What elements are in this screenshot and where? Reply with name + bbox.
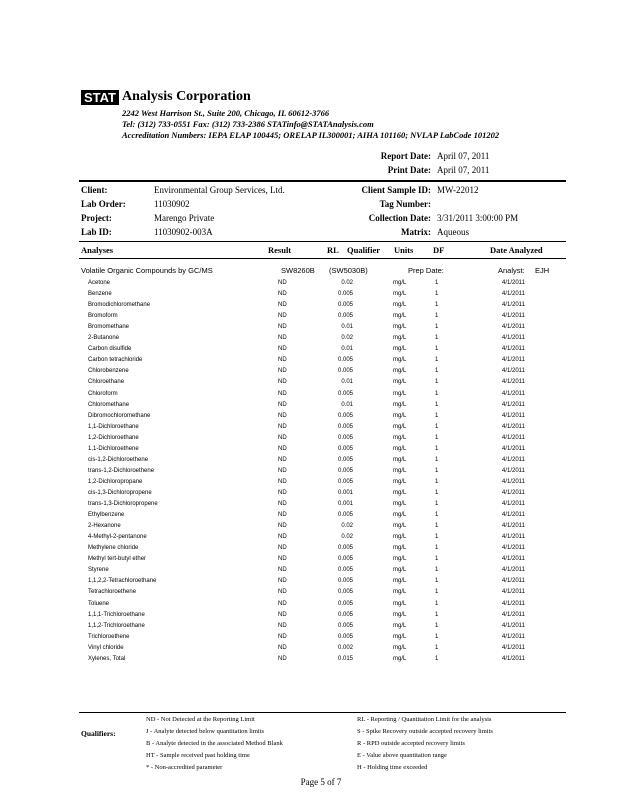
units-value: mg/L	[393, 578, 407, 585]
col-date-analyzed: Date Analyzed	[490, 245, 543, 255]
section-title: Volatile Organic Compounds by GC/MS	[81, 266, 213, 275]
rl-value: 0.005	[337, 423, 353, 430]
date-analyzed-value: 4/1/2011	[502, 324, 525, 331]
analyte-name: 1,1-Dichloroethane	[88, 423, 139, 430]
analyte-name: Toluene	[88, 600, 110, 607]
date-analyzed-value: 4/1/2011	[502, 291, 525, 298]
result-value: ND	[278, 490, 287, 496]
units-value: mg/L	[393, 501, 407, 507]
date-analyzed-value: 4/1/2011	[502, 655, 525, 662]
result-value: ND	[278, 523, 287, 530]
df-value: 1	[435, 280, 439, 286]
df-value: 1	[435, 490, 439, 496]
result-value: ND	[278, 357, 287, 364]
table-row	[0, 499, 642, 510]
units-value: mg/L	[393, 556, 407, 563]
result-value: ND	[278, 379, 287, 386]
date-analyzed-value: 4/1/2011	[502, 501, 525, 507]
df-value: 1	[435, 335, 439, 342]
result-value: ND	[278, 644, 287, 651]
qualifier-j: J - Analyte detected below quantitation limits	[146, 728, 265, 735]
result-value: ND	[278, 556, 287, 563]
date-analyzed-value: 4/1/2011	[502, 611, 525, 618]
df-value: 1	[435, 467, 439, 474]
section-method: SW8260B	[281, 266, 315, 275]
analyte-name: Xylenes, Total	[88, 655, 126, 662]
col-df: DF	[433, 245, 445, 255]
df-value: 1	[435, 401, 439, 408]
df-value: 1	[435, 379, 439, 386]
qualifier-s: S - Spike Recovery outside accepted recovery limits	[357, 728, 493, 735]
result-value: ND	[278, 434, 287, 441]
units-value: mg/L	[393, 445, 407, 452]
date-analyzed-value: 4/1/2011	[502, 545, 525, 552]
units-value: mg/L	[393, 280, 407, 286]
print-date-value: April 07, 2011	[437, 165, 490, 175]
analyte-name: Carbon tetrachloride	[88, 357, 143, 364]
result-value: ND	[278, 467, 287, 474]
rl-value: 0.001	[337, 501, 353, 507]
df-value: 1	[435, 512, 439, 519]
table-row	[0, 322, 642, 333]
analyte-name: Acetone	[88, 280, 111, 286]
result-value: ND	[278, 346, 287, 353]
col-result: Result	[268, 245, 292, 255]
table-row	[0, 466, 642, 477]
df-value: 1	[435, 611, 439, 618]
date-analyzed-value: 4/1/2011	[502, 313, 525, 320]
units-value: mg/L	[393, 622, 407, 629]
date-analyzed-value: 4/1/2011	[502, 302, 525, 309]
rl-value: 0.005	[337, 578, 353, 585]
df-value: 1	[435, 567, 439, 574]
collection-date-value: 3/31/2011 3:00:00 PM	[437, 213, 519, 223]
col-analyses: Analyses	[81, 245, 114, 255]
analyte-name: Trichloroethene	[88, 633, 130, 640]
units-value: mg/L	[393, 346, 407, 353]
rl-value: 0.02	[341, 335, 353, 342]
rl-value: 0.02	[341, 523, 353, 530]
company-contact: Tel: (312) 733-0551 Fax: (312) 733-2386 STATinfo@STATAnalysis.com	[122, 119, 374, 129]
units-value: mg/L	[393, 302, 407, 309]
rl-value: 0.01	[341, 324, 353, 331]
table-row	[0, 300, 642, 311]
tag-number-label: Tag Number:	[379, 199, 431, 209]
stat-logo: STAT	[81, 90, 119, 105]
accreditation-numbers: Accreditation Numbers: IEPA ELAP 100445; ORELAP IL300001; AIHA 101160; NVLAP LabCode 101202	[122, 130, 500, 140]
table-row	[0, 488, 642, 499]
df-value: 1	[435, 302, 439, 309]
collection-date-label: Collection Date:	[368, 213, 431, 223]
units-value: mg/L	[393, 335, 407, 342]
rl-value: 0.01	[341, 346, 353, 353]
analyte-name: Tetrachloroethene	[88, 589, 137, 596]
df-value: 1	[435, 633, 439, 640]
rl-value: 0.02	[341, 534, 353, 541]
table-row	[0, 632, 642, 643]
client-label: Client:	[81, 185, 108, 195]
rl-value: 0.005	[337, 456, 353, 463]
rl-value: 0.005	[337, 467, 353, 474]
result-value: ND	[278, 633, 287, 640]
date-analyzed-value: 4/1/2011	[502, 556, 525, 563]
units-value: mg/L	[393, 633, 407, 640]
result-value: ND	[278, 390, 287, 397]
report-date-value: April 07, 2011	[437, 151, 490, 161]
units-value: mg/L	[393, 434, 407, 441]
table-row	[0, 587, 642, 598]
col-qualifier: Qualifier	[347, 245, 381, 255]
date-analyzed-value: 4/1/2011	[502, 434, 525, 441]
analyte-name: Dibromochloromethane	[88, 412, 151, 419]
result-value: ND	[278, 567, 287, 574]
table-row	[0, 400, 642, 411]
rl-value: 0.005	[337, 512, 353, 519]
df-value: 1	[435, 456, 439, 463]
date-analyzed-value: 4/1/2011	[502, 600, 525, 607]
df-value: 1	[435, 434, 439, 441]
result-value: ND	[278, 578, 287, 585]
date-analyzed-value: 4/1/2011	[502, 335, 525, 342]
analyte-name: 1,2-Dichloroethane	[88, 434, 139, 441]
lab-id-value: 11030902-003A	[154, 227, 213, 237]
result-value: ND	[278, 611, 287, 618]
rl-value: 0.005	[337, 445, 353, 452]
table-row	[0, 355, 642, 366]
analyte-name: cis-1,3-Dichloropropene	[88, 490, 152, 496]
table-row	[0, 344, 642, 355]
qualifier-ht: HT - Sample received past holding time	[146, 752, 250, 759]
qualifier-r: R - RPD outside accepted recovery limits	[357, 740, 465, 747]
analyte-name: 1,1,2,2-Tetrachloroethane	[88, 578, 157, 585]
table-row	[0, 554, 642, 565]
units-value: mg/L	[393, 589, 407, 596]
col-units: Units	[394, 245, 414, 255]
df-value: 1	[435, 578, 439, 585]
result-value: ND	[278, 401, 287, 408]
rl-value: 0.005	[337, 567, 353, 574]
analyte-name: Methyl tert-butyl ether	[88, 556, 147, 563]
project-value: Marengo Private	[154, 213, 215, 223]
qualifier-asterisk: * - Non-accredited parameter	[146, 764, 223, 771]
table-row	[0, 610, 642, 621]
units-value: mg/L	[393, 423, 407, 430]
qualifier-e: E - Value above quantitation range	[357, 752, 447, 759]
rl-value: 0.005	[337, 390, 353, 397]
df-value: 1	[435, 423, 439, 430]
date-analyzed-value: 4/1/2011	[502, 423, 525, 430]
df-value: 1	[435, 556, 439, 563]
analyte-name: Bromoform	[88, 313, 118, 320]
rl-value: 0.005	[337, 633, 353, 640]
qualifier-h: H - Holding time exceeded	[357, 764, 428, 771]
df-value: 1	[435, 644, 439, 651]
result-value: ND	[278, 512, 287, 519]
date-analyzed-value: 4/1/2011	[502, 644, 525, 651]
df-value: 1	[435, 412, 439, 419]
analyte-name: Bromomethane	[88, 324, 130, 331]
units-value: mg/L	[393, 467, 407, 474]
rl-value: 0.005	[337, 368, 353, 375]
result-value: ND	[278, 280, 287, 286]
analyst-value: EJH	[535, 266, 550, 275]
df-value: 1	[435, 291, 439, 298]
table-row	[0, 543, 642, 554]
date-analyzed-value: 4/1/2011	[502, 357, 525, 364]
units-value: mg/L	[393, 512, 407, 519]
units-value: mg/L	[393, 379, 407, 386]
analyte-name: 1,1,2-Trichloroethane	[88, 622, 145, 629]
header-divider	[79, 180, 566, 182]
rl-value: 0.005	[337, 313, 353, 320]
rl-value: 0.005	[337, 556, 353, 563]
page-number: Page 5 of 7	[300, 777, 342, 787]
analyte-name: trans-1,2-Dichloroethene	[88, 467, 155, 474]
rl-value: 0.005	[337, 545, 353, 552]
rl-value: 0.005	[337, 611, 353, 618]
result-value: ND	[278, 501, 287, 507]
result-value: ND	[278, 368, 287, 375]
df-value: 1	[435, 324, 439, 331]
table-row	[0, 389, 642, 400]
qualifier-b: B - Analyte detected in the associated Method Blank	[146, 740, 283, 747]
units-value: mg/L	[393, 600, 407, 607]
df-value: 1	[435, 445, 439, 452]
units-value: mg/L	[393, 368, 407, 375]
table-row	[0, 565, 642, 576]
matrix-value: Aqueous	[437, 227, 469, 237]
company-address: 2242 West Harrison St., Suite 200, Chicago, IL 60612-3766	[122, 108, 330, 118]
rl-value: 0.01	[341, 401, 353, 408]
units-value: mg/L	[393, 611, 407, 618]
lab-order-label: Lab Order:	[81, 199, 126, 209]
analyte-name: Chloromethane	[88, 401, 130, 408]
qualifier-nd: ND - Not Detected at the Reporting Limit	[146, 716, 255, 723]
df-value: 1	[435, 501, 439, 507]
section-prep-method: (SW5030B)	[329, 266, 368, 275]
table-row	[0, 366, 642, 377]
matrix-label: Matrix:	[401, 227, 431, 237]
lab-id-label: Lab ID:	[81, 227, 112, 237]
result-value: ND	[278, 423, 287, 430]
result-value: ND	[278, 589, 287, 596]
analyte-name: Styrene	[88, 567, 109, 574]
df-value: 1	[435, 655, 439, 662]
units-value: mg/L	[393, 478, 407, 485]
project-label: Project:	[81, 213, 112, 223]
table-row	[0, 576, 642, 587]
result-value: ND	[278, 335, 287, 342]
lab-order-value: 11030902	[154, 199, 190, 209]
result-value: ND	[278, 545, 287, 552]
units-value: mg/L	[393, 357, 407, 364]
result-value: ND	[278, 655, 287, 662]
units-value: mg/L	[393, 313, 407, 320]
df-value: 1	[435, 600, 439, 607]
units-value: mg/L	[393, 545, 407, 552]
analyte-name: Chlorobenzene	[88, 368, 129, 375]
table-row	[0, 643, 642, 654]
date-analyzed-value: 4/1/2011	[502, 478, 525, 485]
analyte-name: Methylene chloride	[88, 545, 139, 552]
client-sample-id-label: Client Sample ID:	[361, 185, 431, 195]
prep-date-label: Prep Date:	[408, 266, 444, 275]
rl-value: 0.005	[337, 357, 353, 364]
analyte-name: 2-Hexanone	[88, 523, 121, 530]
rl-value: 0.02	[341, 280, 353, 286]
units-value: mg/L	[393, 401, 407, 408]
df-value: 1	[435, 346, 439, 353]
rl-value: 0.005	[337, 589, 353, 596]
analyte-name: 1,1,1-Trichloroethane	[88, 611, 145, 618]
rl-value: 0.015	[337, 655, 353, 662]
rl-value: 0.002	[337, 644, 353, 651]
result-value: ND	[278, 302, 287, 309]
result-value: ND	[278, 445, 287, 452]
result-value: ND	[278, 291, 287, 298]
qualifiers-label: Qualifiers:	[81, 729, 116, 738]
date-analyzed-value: 4/1/2011	[502, 523, 525, 530]
df-value: 1	[435, 368, 439, 375]
date-analyzed-value: 4/1/2011	[502, 412, 525, 419]
result-value: ND	[278, 324, 287, 331]
rl-value: 0.005	[337, 600, 353, 607]
units-value: mg/L	[393, 567, 407, 574]
table-row	[0, 532, 642, 543]
column-header-divider	[79, 258, 566, 259]
rl-value: 0.005	[337, 478, 353, 485]
df-value: 1	[435, 622, 439, 629]
print-date-label: Print Date:	[387, 165, 431, 175]
date-analyzed-value: 4/1/2011	[502, 567, 525, 574]
date-analyzed-value: 4/1/2011	[502, 368, 525, 375]
result-value: ND	[278, 478, 287, 485]
info-divider	[79, 241, 566, 242]
table-row	[0, 455, 642, 466]
analyte-name: 1,2-Dichloropropane	[88, 478, 143, 485]
analyte-name: Benzene	[88, 291, 112, 298]
df-value: 1	[435, 545, 439, 552]
table-row	[0, 377, 642, 388]
rl-value: 0.005	[337, 302, 353, 309]
table-row	[0, 433, 642, 444]
units-value: mg/L	[393, 324, 407, 331]
table-row	[0, 521, 642, 532]
date-analyzed-value: 4/1/2011	[502, 512, 525, 519]
date-analyzed-value: 4/1/2011	[502, 578, 525, 585]
analyte-name: 1,1-Dichloroethene	[88, 445, 139, 452]
result-value: ND	[278, 456, 287, 463]
footer-divider	[79, 712, 566, 713]
rl-value: 0.01	[341, 379, 353, 386]
df-value: 1	[435, 589, 439, 596]
rl-value: 0.005	[337, 412, 353, 419]
result-value: ND	[278, 622, 287, 629]
table-row	[0, 654, 642, 665]
table-row	[0, 411, 642, 422]
analyte-name: cis-1,2-Dichloroethene	[88, 456, 149, 463]
table-row	[0, 477, 642, 488]
table-row	[0, 311, 642, 322]
table-row	[0, 333, 642, 344]
table-row	[0, 510, 642, 521]
qualifier-rl: RL - Reporting / Quantitation Limit for the analysis	[357, 716, 492, 723]
analyte-name: Carbon disulfide	[88, 346, 132, 353]
units-value: mg/L	[393, 644, 407, 651]
rl-value: 0.001	[337, 490, 353, 496]
analyte-name: Chloroethane	[88, 379, 125, 386]
analyte-name: trans-1,3-Dichloropropene	[88, 501, 158, 507]
client-value: Environmental Group Services, Ltd.	[154, 185, 285, 195]
date-analyzed-value: 4/1/2011	[502, 379, 525, 386]
analyte-name: Vinyl chloride	[88, 644, 124, 651]
date-analyzed-value: 4/1/2011	[502, 280, 525, 286]
date-analyzed-value: 4/1/2011	[502, 390, 525, 397]
result-value: ND	[278, 534, 287, 541]
result-value: ND	[278, 412, 287, 419]
df-value: 1	[435, 313, 439, 320]
analyst-label: Analyst:	[498, 266, 525, 275]
df-value: 1	[435, 390, 439, 397]
result-value: ND	[278, 313, 287, 320]
units-value: mg/L	[393, 655, 407, 662]
units-value: mg/L	[393, 490, 407, 496]
col-rl: RL	[327, 245, 339, 255]
df-value: 1	[435, 357, 439, 364]
analyte-name: Bromodichloromethane	[88, 302, 151, 309]
rl-value: 0.005	[337, 291, 353, 298]
df-value: 1	[435, 523, 439, 530]
analyte-name: Ethylbenzene	[88, 512, 125, 519]
rl-value: 0.005	[337, 622, 353, 629]
client-sample-id-value: MW-22012	[437, 185, 479, 195]
df-value: 1	[435, 478, 439, 485]
units-value: mg/L	[393, 523, 407, 530]
analyte-name: 2-Butanone	[88, 335, 120, 342]
analyte-name: Chloroform	[88, 390, 118, 397]
report-date-label: Report Date:	[380, 151, 431, 161]
date-analyzed-value: 4/1/2011	[502, 445, 525, 452]
units-value: mg/L	[393, 412, 407, 419]
table-row	[0, 621, 642, 632]
df-value: 1	[435, 534, 439, 541]
units-value: mg/L	[393, 456, 407, 463]
date-analyzed-value: 4/1/2011	[502, 589, 525, 596]
analyte-name: 4-Methyl-2-pentanone	[88, 534, 147, 541]
date-analyzed-value: 4/1/2011	[502, 456, 525, 463]
units-value: mg/L	[393, 291, 407, 298]
table-row	[0, 422, 642, 433]
date-analyzed-value: 4/1/2011	[502, 490, 525, 496]
date-analyzed-value: 4/1/2011	[502, 467, 525, 474]
date-analyzed-value: 4/1/2011	[502, 622, 525, 629]
date-analyzed-value: 4/1/2011	[502, 346, 525, 353]
table-row	[0, 599, 642, 610]
company-name: Analysis Corporation	[122, 89, 251, 104]
units-value: mg/L	[393, 534, 407, 541]
date-analyzed-value: 4/1/2011	[502, 534, 525, 541]
table-row	[0, 278, 642, 289]
table-row	[0, 444, 642, 455]
date-analyzed-value: 4/1/2011	[502, 401, 525, 408]
table-row	[0, 289, 642, 300]
units-value: mg/L	[393, 390, 407, 397]
rl-value: 0.005	[337, 434, 353, 441]
result-value: ND	[278, 600, 287, 607]
date-analyzed-value: 4/1/2011	[502, 633, 525, 640]
